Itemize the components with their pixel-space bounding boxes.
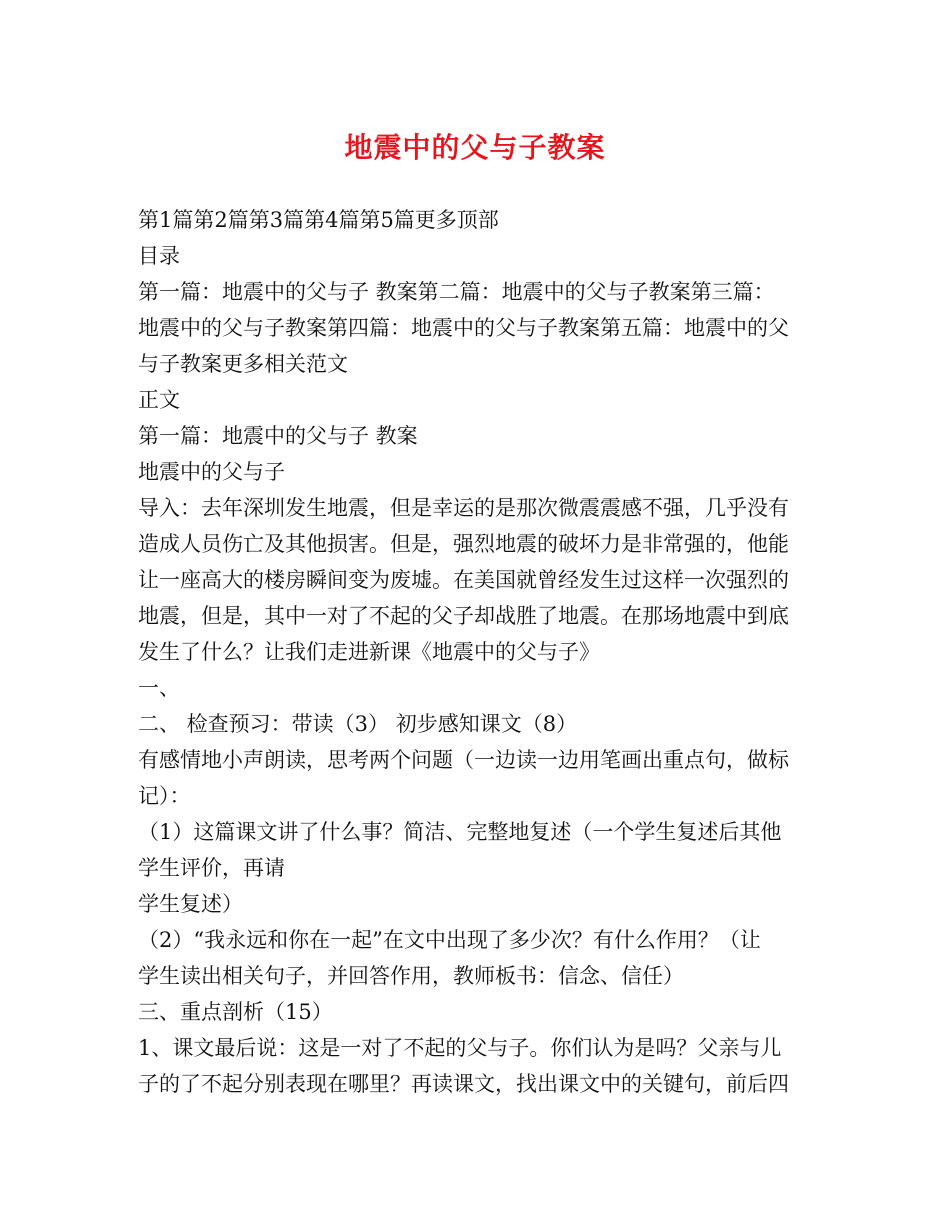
- text-line: 发生了什么？让我们走进新课《地震中的父与子》: [138, 640, 600, 664]
- text-line: 让一座高大的楼房瞬间变为废墟。在美国就曾经发生过这样一次强烈的: [138, 568, 789, 592]
- text-line: （2）“我永远和你在一起”在文中出现了多少次？有什么作用？（让: [138, 928, 761, 952]
- text-line: 学生评价，再请: [138, 856, 285, 880]
- text-line: 造成人员伤亡及其他损害。但是，强烈地震的破坏力是非常强的，他能: [138, 532, 789, 556]
- text-line: 地震，但是，其中一对了不起的父子却战胜了地震。在那场地震中到底: [138, 604, 789, 628]
- text-line: 学生复述）: [138, 892, 243, 916]
- text-line: 正文: [138, 388, 180, 412]
- text-line: 第1篇第2篇第3篇第4篇第5篇更多顶部: [138, 208, 499, 232]
- text-line: 二、 检查预习：带读（3） 初步感知课文（8）: [138, 712, 578, 736]
- text-line: 学生读出相关句子，并回答作用，教师板书：信念、信任）: [138, 964, 684, 988]
- text-line: 地震中的父与子教案第四篇：地震中的父与子教案第五篇：地震中的父: [138, 316, 789, 340]
- text-line: 三、重点剖析（15）: [138, 1000, 333, 1024]
- text-line: 有感情地小声朗读，思考两个问题（一边读一边用笔画出重点句，做标: [138, 748, 789, 772]
- text-line: 第一篇：地震中的父与子 教案第二篇：地震中的父与子教案第三篇：: [138, 280, 775, 304]
- text-line: 地震中的父与子: [138, 460, 285, 484]
- document-title: 地震中的父与子教案: [344, 131, 606, 164]
- text-line: （1）这篇课文讲了什么事？简洁、完整地复述（一个学生复述后其他: [138, 820, 782, 844]
- document-body: [138, 202, 818, 1102]
- text-line: 一、: [138, 676, 180, 700]
- text-line: 与子教案更多相关范文: [138, 352, 348, 376]
- text-line: 子的了不起分别表现在哪里？再读课文，找出课文中的关键句，前后四: [138, 1072, 789, 1096]
- text-line: 记）：: [138, 784, 191, 808]
- text-line: 第一篇：地震中的父与子 教案: [138, 424, 418, 448]
- text-line: 1、课文最后说：这是一对了不起的父与子。你们认为是吗？父亲与儿: [138, 1036, 782, 1060]
- text-line: 导入：去年深圳发生地震，但是幸运的是那次微震震感不强，几乎没有: [138, 496, 789, 520]
- text-line: 目录: [138, 244, 180, 268]
